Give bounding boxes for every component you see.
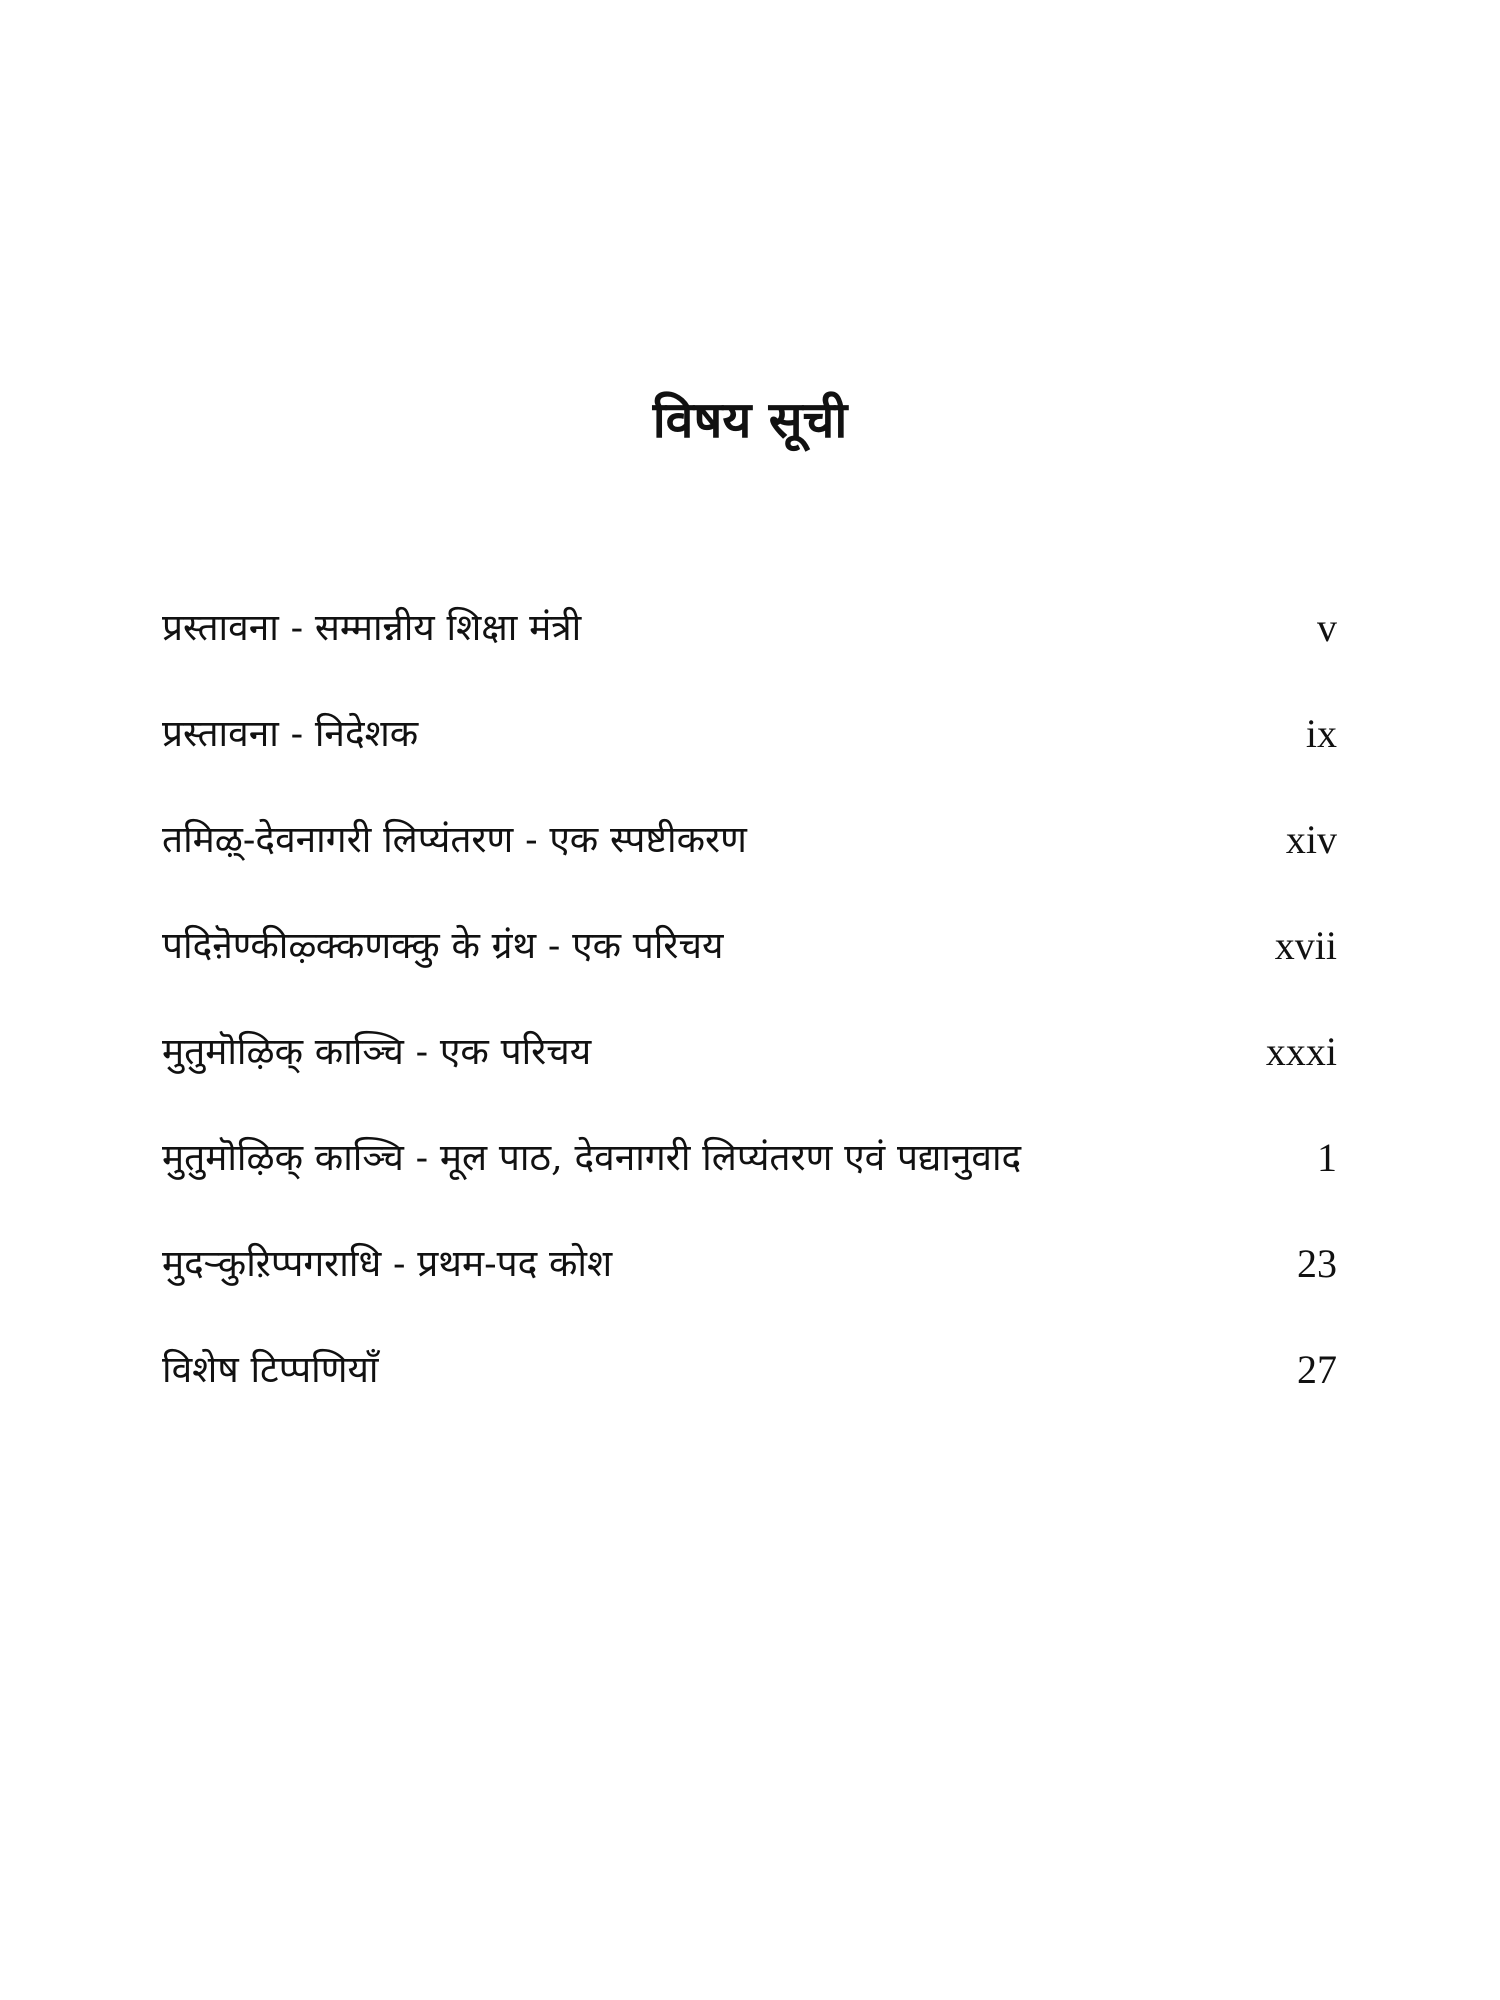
- toc-entry: [162, 999, 1337, 1105]
- toc-entry-title: तमिऴ्-देवनागरी लिप्यंतरण - एक स्पष्टीकरण: [162, 818, 747, 861]
- page-title: विषय सूची: [652, 390, 848, 449]
- toc-entry: [162, 1317, 1337, 1423]
- toc-entry: [162, 1211, 1337, 1317]
- toc-entry-page: 23: [1297, 1241, 1337, 1286]
- toc-entry-title: प्रस्तावना - सम्मान्नीय शिक्षा मंत्री: [162, 606, 582, 649]
- toc-entry: [162, 1105, 1337, 1211]
- toc-entry-title: विशेष टिप्पणियाँ: [162, 1348, 379, 1391]
- toc-entry: [162, 893, 1337, 999]
- toc-entry-title: मुदऱ्कुऱिप्पगराधि - प्रथम-पद कोश: [162, 1242, 613, 1285]
- toc-entry-title: मुतुमॊऴिक् काञ्चि - एक परिचय: [162, 1030, 592, 1073]
- toc-entry-title: प्रस्तावना - निदेशक: [162, 712, 419, 755]
- toc-entry-title: मुतुमॊऴिक् काञ्चि - मूल पाठ, देवनागरी लिप्यंतरण एवं पद्यानुवाद: [162, 1136, 1022, 1179]
- table-of-contents: [162, 575, 1337, 1423]
- toc-entry-page: xvii: [1274, 923, 1337, 968]
- toc-entry: [162, 787, 1337, 893]
- toc-entry-page: v: [1317, 605, 1337, 650]
- toc-entry-page: 27: [1297, 1347, 1337, 1392]
- toc-entry-page: 1: [1317, 1135, 1337, 1180]
- toc-entry-page: xiv: [1285, 817, 1337, 862]
- toc-entry-page: ix: [1305, 711, 1337, 756]
- toc-entry: [162, 681, 1337, 787]
- toc-entry-page: xxxi: [1265, 1029, 1337, 1074]
- toc-entry-title: पदिऩॆण्कीऴ्क्कणक्कु के ग्रंथ - एक परिचय: [162, 924, 724, 967]
- toc-entry: [162, 575, 1337, 681]
